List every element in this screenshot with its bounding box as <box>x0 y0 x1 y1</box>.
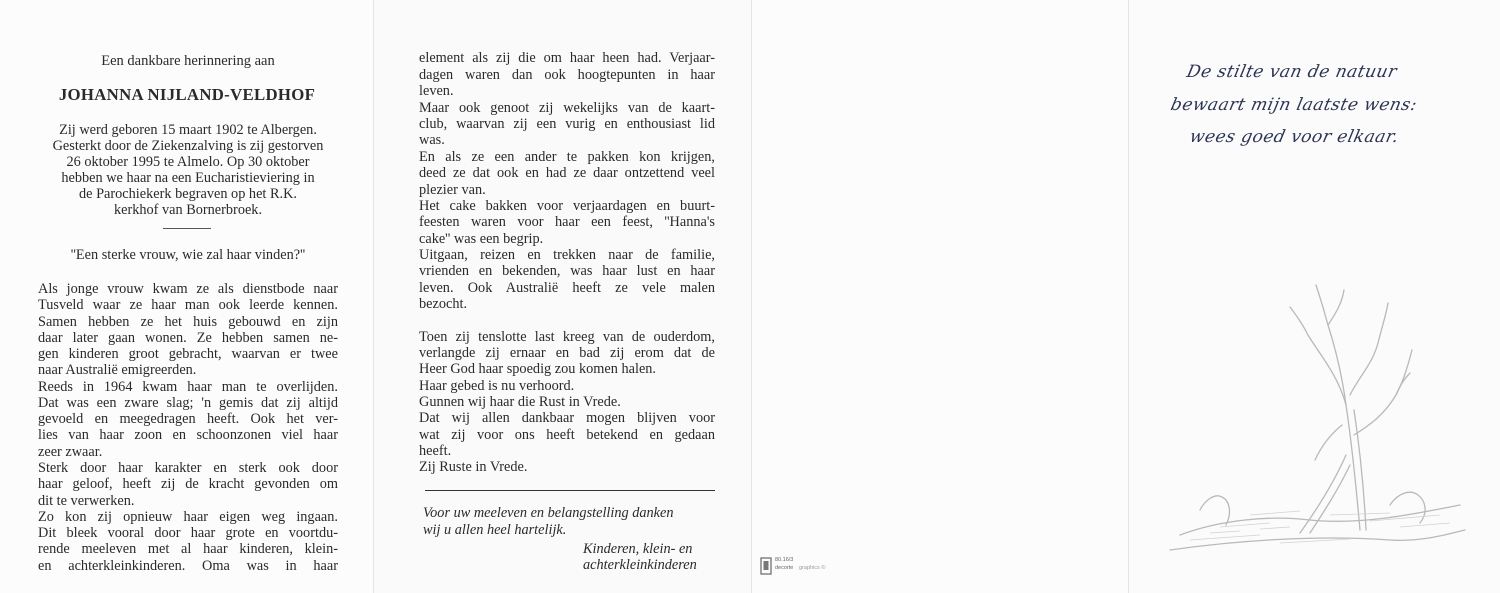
body-line: Dit bleek vooral door haar grote en voortdu- <box>38 525 338 541</box>
bio-line: Gesterkt door de Ziekenzalving is zij gestorven <box>52 138 324 154</box>
logo-brand: decorte <box>775 565 794 571</box>
body-line: plezier van. <box>419 182 486 198</box>
poem-line: wees goed voor elkaar. <box>1187 127 1401 147</box>
poem-line: bewaart mijn laatste wens: <box>1168 95 1420 115</box>
body-line: en achterkleinkinderen. Oma was in haar <box>38 558 338 574</box>
body-line: gevoeld en meegedragen heeft. Ook het ver- <box>38 411 338 427</box>
body-line: Sterk door haar karakter en sterk ook door <box>38 460 338 476</box>
body-line: club, waarvan zij een vurig en enthousiast lid <box>419 116 715 132</box>
bio-line: kerkhof van Bornerbroek. <box>113 202 263 218</box>
logo-suffix: graphics © <box>799 565 826 571</box>
body-line: element als zij die om haar heen had. Verjaar- <box>419 50 715 66</box>
body-line: lies van haar zoon en schoonzonen viel haar <box>38 427 338 443</box>
closing-line: wat zij voor ons heeft betekend en gedaan <box>419 427 715 443</box>
body-line: haar geloof, heeft zij de kracht gevonden om <box>38 476 338 492</box>
closing-line: Haar gebed is nu verhoord. <box>419 378 575 394</box>
bare-tree-illustration <box>1160 265 1470 565</box>
poem-line: De stilte van de natuur <box>1184 62 1399 82</box>
body-line: cake'' was een begrip. <box>419 231 544 247</box>
fold-line <box>751 0 752 593</box>
panel-blank <box>751 0 1128 593</box>
body-line: Uitgaan, reizen en trekken naar de familie, <box>419 247 715 263</box>
body-line: naar Australië emigreerden. <box>38 362 197 378</box>
bio-line: 26 oktober 1995 te Almelo. Op 30 oktober <box>66 154 310 170</box>
closing-line: Heer God haar spoedig zou komen halen. <box>419 361 657 377</box>
bio-line: de Parochiekerk begraven op het R.K. <box>79 186 297 202</box>
body-line: Als jonge vrouw kwam ze als dienstbode naar <box>38 281 338 297</box>
body-line: deed ze dat ook en had ze daar ontzettend veel <box>419 165 715 181</box>
bio-line: hebben we haar na een Eucharistieviering in <box>61 170 315 186</box>
short-divider <box>163 228 211 229</box>
signature-line: Kinderen, klein- en <box>583 541 693 557</box>
closing-line: verlangde zij ernaar en bad zij erom dat de <box>419 345 715 361</box>
body-line: gen kinderen groot gebracht, waarvan er twee <box>38 346 338 362</box>
closing-line: heeft. <box>419 443 452 459</box>
thanks-line: wij u allen heel hartelijk. <box>423 522 567 538</box>
intro-text: Een dankbare herinnering aan <box>101 53 275 69</box>
body-line: Samen hebben ze het huis gebouwd en zijn <box>38 314 338 330</box>
closing-line: Dat wij allen dankbaar mogen blijven voor <box>419 410 715 426</box>
body-line: Maar ook genoot zij wekelijks van de kaart- <box>419 100 715 116</box>
fold-line <box>1128 0 1129 593</box>
body-line: Zo kon zij opnieuw haar eigen weg ingaan. <box>38 509 338 525</box>
body-line: Het cake bakken voor verjaardagen en buurt- <box>419 198 715 214</box>
body-line: Reeds in 1964 kwam haar man te overlijden. <box>38 379 338 395</box>
fold-line <box>373 0 374 593</box>
body-line: Tusveld waar ze haar man ook leerde kennen. <box>38 297 338 313</box>
deceased-name: JOHANNA NIJLAND-VELDHOF <box>58 85 316 104</box>
printer-logo <box>760 556 850 585</box>
signature-line: achterkleinkinderen <box>583 557 697 573</box>
body-line: zeer zwaar. <box>38 444 103 460</box>
quote: ''Een sterke vrouw, wie zal haar vinden?'' <box>70 247 306 263</box>
body-line: daar later gaan wonen. Ze hebben samen ne- <box>38 330 338 346</box>
closing-line: Toen zij tenslotte last kreeg van de ouderdom, <box>419 329 715 345</box>
body-line: vrienden en bekenden, was haar lust en haar <box>419 263 715 279</box>
body-line: dit te verwerken. <box>38 493 135 509</box>
body-line: En als ze een ander te pakken kon krijgen, <box>419 149 715 165</box>
body-line: rende meeleven met al haar kinderen, klein- <box>38 541 338 557</box>
body-line: Dat was een zware slag; 'n gemis dat zij altijd <box>38 395 338 411</box>
bio-line: Zij werd geboren 15 maart 1902 te Albergen. <box>59 122 317 138</box>
body-line: dagen waren dan ook hoogtepunten in haar <box>419 67 715 83</box>
closing-line: Gunnen wij haar die Rust in Vrede. <box>419 394 621 410</box>
logo-code: 80.16/3 <box>775 557 794 563</box>
body-line: bezocht. <box>419 296 468 312</box>
thanks-line: Voor uw meeleven en belangstelling danken <box>423 505 674 521</box>
body-line: leven. <box>419 83 454 99</box>
divider-rule <box>425 490 715 491</box>
body-line: feesten waren voor haar een feest, ''Hanna's <box>419 214 715 230</box>
closing-line: Zij Ruste in Vrede. <box>419 459 528 475</box>
body-line: leven. Ook Australië heeft ze vele malen <box>419 280 715 296</box>
body-line: was. <box>419 132 445 148</box>
